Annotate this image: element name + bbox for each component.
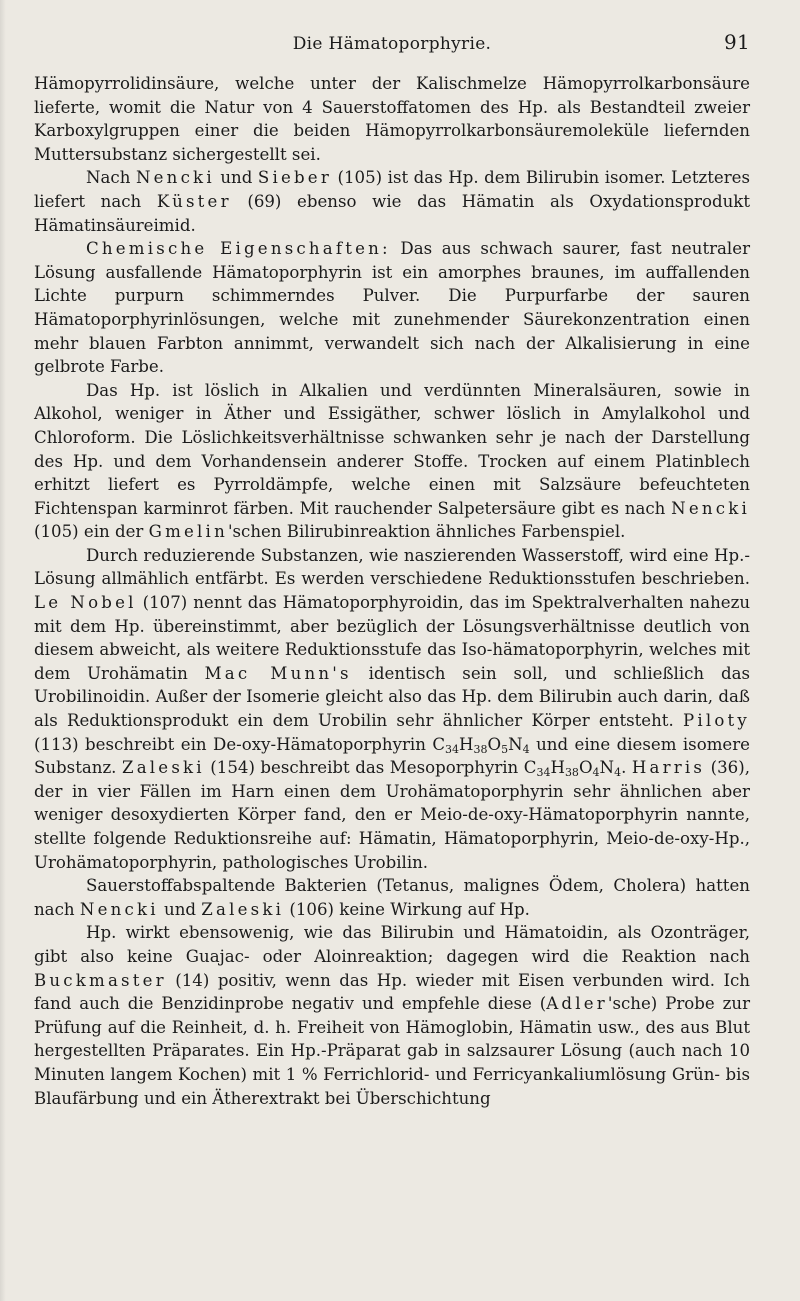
text-run: (107) nennt das Hämatoporphyroidin, das im Spektralverhalten nahezu mit dem Hp. übereinstimmt, aber bezüglich der Lösungsverhältnisse deutlich von diesem abweicht, als weitere Reduktionsstufe das Iso-hämatoporphyrin, welches mit dem Urohämatin [34,593,751,683]
text-run: und eine diesem isomere Substanz. [34,734,750,778]
text-run: N [599,758,615,778]
paragraph [34,874,750,921]
text-run: Das aus schwach saurer, fast neutraler Lösung ausfallende Hämatoporphyrin ist ein amorphes braunes, im auffallenden Lichte purpurn schimmerndes Pulver. Die Purpurfarbe der sauren Hämatoporphyrinlösungen, welche mit zunehmender Säurekonzentration einen mehr blauen Farbton annimmt, verwandelt sich nach der Alkalisierung in eine gelbrote Farbe. [34,239,750,377]
text-run: (105) ist das Hp. dem Bilirubin isomer. Letzteres liefert nach [34,168,751,211]
spaced-emphasis: Zaleski [121,758,205,778]
formula-subscript: 38 [564,766,579,780]
text-run: Hp. wirkt ebensowenig, wie das Bilirubin und Hämatoidin, als Ozonträger, gibt also keine Guajac- oder Aloinreaktion; dagegen wird die Reaktion nach [34,923,750,966]
text-run: Sauerstoffabspaltende Bakterien (Tetanus, malignes Ödem, Cholera) hatten nach [34,876,750,919]
text-run: O [487,734,502,754]
formula-subscript: 34 [536,766,551,780]
text-run: und [214,168,258,188]
text-run: H [550,758,565,778]
text-run: (106) keine Wirkung auf Hp. [284,899,530,919]
text-run: (113) beschreibt ein De-oxy-Hämatoporphyrin C [34,734,446,754]
text-run: (69) ebenso wie das Hämatin als Oxydationsprodukt Hämatinsäureimid. [34,191,751,235]
text-run: Nach [86,168,136,188]
spaced-emphasis: Buckmaster [34,970,167,990]
formula-subscript: 4 [614,766,622,780]
spaced-emphasis: Chemische Eigenschaften: [86,239,391,259]
text-run: Das Hp. ist löslich in Alkalien und verdünnten Mineralsäuren, sowie in Alkohol, weniger in Äther und Essigäther, schwer löslich in Amylalkohol und Chloroform. Die Löslichkeitsverhältnisse schwanken sehr je nach der Darstellung des Hp. und dem Vorhandensein anderer Stoffe. Trocken auf einem Platinblech erhitzt liefert es Pyrroldämpfe, welche einen mit Salzsäure befeuchteten Fichtenspan karminrot färben. Mit rauchender Salpetersäure gibt es nach [34,380,750,518]
text-run: identisch sein soll, und schließlich das Urobilinoidin. Außer der Isomerie gleicht also das Hp. dem Bilirubin auch darin, daß als Reduktionsprodukt ein dem Urobilin sehr ähnlicher Körper entsteht. [34,663,750,731]
text-run: 'sche) Probe zur Prüfung auf die Reinheit, d. h. Freiheit von Hämoglobin, Hämatin usw., des aus Blut hergestellten Präparates. Ein Hp.-Präparat gab in salzsaurer Lösung (auch nach 10 Minuten langem Kochen) mit 1 % Ferrichlorid- und Ferricyankaliumlösung Grün- bis Blaufärbung und ein Ätherextrakt bei Überschichtung [34,994,751,1108]
formula-subscript: 4 [592,766,600,780]
body-text [34,72,750,1110]
page-edge-shadow [0,0,6,1301]
spaced-emphasis: Nencki [671,498,750,518]
text-run: und [158,899,202,919]
paragraph [34,379,750,544]
spaced-emphasis: Zaleski [201,899,285,919]
spaced-emphasis: Piloty [682,711,750,731]
spaced-emphasis: Nencki [135,168,215,188]
spaced-emphasis: Mac Munn's [204,663,352,683]
spaced-emphasis: Le Nobel [34,593,137,613]
paragraph [34,921,750,1110]
paragraph [34,166,750,237]
spaced-emphasis: Gmelin [148,522,228,542]
formula-subscript: 5 [501,742,509,756]
spaced-emphasis: Harris [631,758,706,778]
text-run: Hämopyrrolidinsäure, welche unter der Kalischmelze Hämopyrrolkarbonsäure lieferte, womit die Natur von 4 Sauerstoffatomen des Hp. als Bestandteil zweier Karboxylgruppen einer die beiden Hämopyrrolkarbonsäuremoleküle liefernden Muttersubstanz sichergestellt sei. [34,74,750,164]
formula-subscript: 38 [473,742,488,756]
spaced-emphasis: Küster [156,191,232,211]
chapter-title: Die Hämatoporphyrie. [292,34,492,54]
text-run: N [508,734,523,754]
text-run: Durch reduzierende Substanzen, wie naszierenden Wasserstoff, wird eine Hp.-Lösung allmählich entfärbt. Es werden verschiedene Reduktionsstufen beschrieben. [34,545,750,589]
spaced-emphasis: Sieber [257,168,332,188]
formula-subscript: 34 [445,742,460,756]
text-run: . [621,758,632,778]
text-run: O [578,758,593,778]
text-run: H [459,734,474,754]
formula-subscript: 4 [522,742,530,756]
text-run: (14) positiv, wenn das Hp. wieder mit Eisen verbunden wird. Ich fand auch die Benzidinprobe negativ und empfehle diese ( [34,970,750,1014]
paragraph [34,72,750,166]
spaced-emphasis: Nencki [79,899,159,919]
running-head [34,30,750,64]
text-run: (105) ein der [34,522,149,542]
text-run: 'schen Bilirubinreaktion ähnliches Farbenspiel. [227,522,626,542]
text-run: (154) beschreibt das Mesoporphyrin C [204,758,537,778]
page-number: 91 [723,30,750,54]
paragraph [34,237,750,379]
paragraph [34,544,750,874]
text-run: (36), der in vier Fällen im Harn einen dem Urohämatoporphyrin sehr ähnlichen aber weniger desoxydierten Körper fand, den er Meio-de-oxy-Hämatoporphyrin nannte, stellte folgende Reduktionsreihe auf: Hämatin, Hämatoporphyrin, Meio-de-oxy-Hp., Urohämatoporphyrin, pathologisches Urobilin. [34,758,750,872]
spaced-emphasis: Adler [546,994,608,1014]
